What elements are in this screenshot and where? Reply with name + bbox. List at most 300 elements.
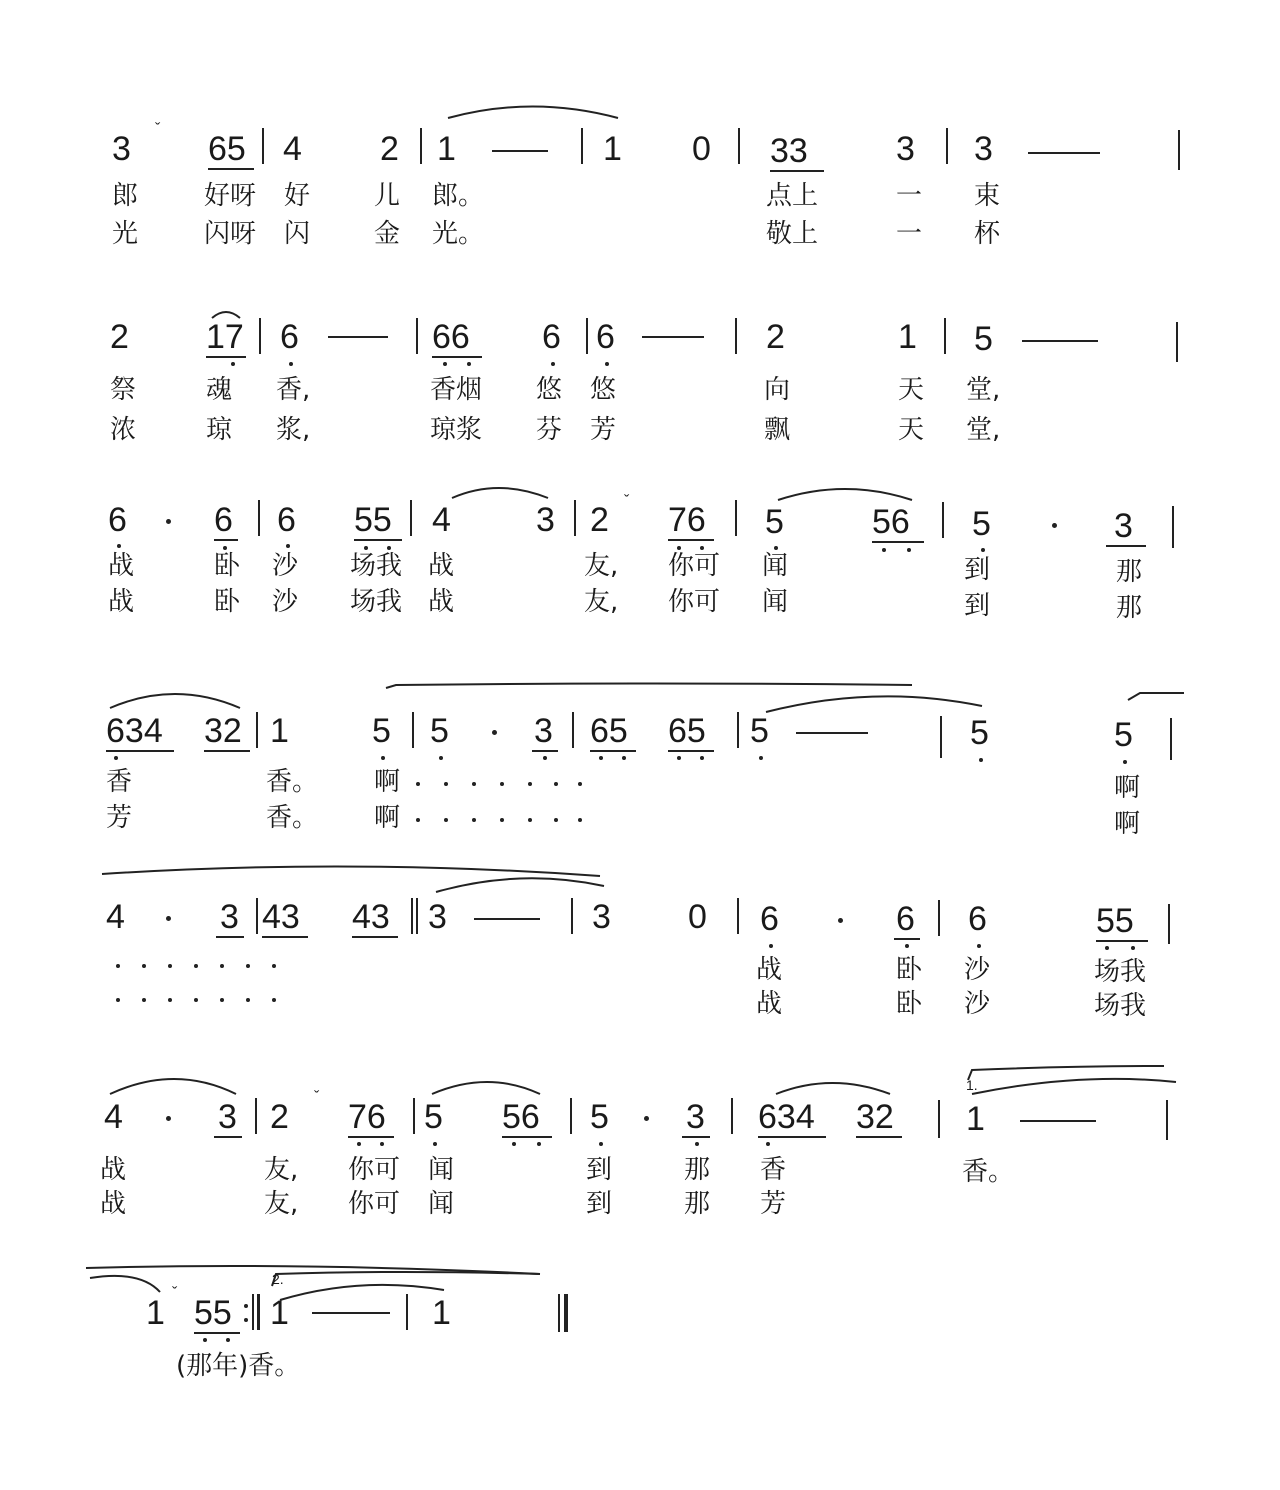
underline xyxy=(1106,545,1146,547)
note: 4 xyxy=(432,501,451,539)
lyric: 香, xyxy=(276,375,311,405)
low-octave-dot xyxy=(1123,760,1127,764)
lyric: 闻 xyxy=(762,587,789,617)
note: 55 xyxy=(194,1294,232,1332)
lyric: 光 xyxy=(112,219,139,249)
low-octave-dot xyxy=(387,546,391,550)
lyric: 友, xyxy=(584,551,619,581)
lyric: 一 xyxy=(896,219,923,249)
lyric: 你可 xyxy=(668,551,721,581)
low-octave-dot xyxy=(537,1142,541,1146)
low-octave-dot xyxy=(695,1142,699,1146)
note: 3 xyxy=(1114,507,1133,545)
lyric: 芳 xyxy=(106,803,133,833)
lyric: 飘 xyxy=(764,415,791,445)
note: 6 xyxy=(596,318,615,356)
note: 6 xyxy=(542,318,561,356)
augmentation-dot xyxy=(166,519,171,524)
lyric: 战 xyxy=(428,587,455,617)
note: 5 xyxy=(765,503,784,541)
barline xyxy=(259,318,261,354)
lyric: 郎 xyxy=(112,181,139,211)
melisma-dot xyxy=(168,964,172,968)
lyric: 祭 xyxy=(110,375,137,405)
melisma-dot xyxy=(472,782,476,786)
low-octave-dot xyxy=(286,544,290,548)
low-octave-dot xyxy=(1105,946,1109,950)
low-octave-dot xyxy=(543,756,547,760)
note: 634 xyxy=(758,1098,815,1136)
note: 3 xyxy=(428,898,447,936)
melisma-dot xyxy=(528,818,532,822)
augmentation-dot xyxy=(838,918,843,923)
melisma-dot xyxy=(578,782,582,786)
low-octave-dot xyxy=(677,546,681,550)
lyric: 啊 xyxy=(1114,773,1141,803)
note: 3 xyxy=(536,501,555,539)
note: 5 xyxy=(424,1098,443,1136)
augmentation-dot xyxy=(166,916,171,921)
lyric: 芳 xyxy=(760,1189,787,1219)
barline xyxy=(586,318,588,354)
underline xyxy=(1096,940,1148,942)
low-octave-dot xyxy=(907,548,911,552)
low-octave-dot xyxy=(700,756,704,760)
underline xyxy=(204,750,250,752)
underline xyxy=(206,356,246,358)
lyric: 战 xyxy=(108,551,135,581)
lyric: 友, xyxy=(584,587,619,617)
low-octave-dot xyxy=(882,548,886,552)
barline xyxy=(255,1098,257,1134)
extension-dash xyxy=(642,336,704,338)
barline xyxy=(410,500,412,536)
low-octave-dot xyxy=(622,756,626,760)
underline xyxy=(872,541,924,543)
melisma-dot xyxy=(472,818,476,822)
note: 3 xyxy=(218,1098,237,1136)
barline xyxy=(574,500,576,536)
lyric: 到 xyxy=(964,555,991,585)
barline xyxy=(738,128,740,164)
melisma-dot xyxy=(500,818,504,822)
low-octave-dot xyxy=(231,362,235,366)
lyric: 你可 xyxy=(348,1189,401,1219)
lyric: 卧 xyxy=(214,551,241,581)
lyric: 到 xyxy=(586,1155,613,1185)
lyric: 闪 xyxy=(284,219,311,249)
note: 6 xyxy=(896,900,915,938)
lyric: 堂, xyxy=(966,415,1001,445)
note: 66 xyxy=(432,318,470,356)
lyric: 浓 xyxy=(110,415,137,445)
low-octave-dot xyxy=(769,944,773,948)
underline xyxy=(208,168,254,170)
lyric: 芬 xyxy=(536,415,563,445)
lyric: 卧 xyxy=(214,587,241,617)
low-octave-dot xyxy=(433,1142,437,1146)
melisma-dot xyxy=(272,964,276,968)
note: 3 xyxy=(534,712,553,750)
note: 6 xyxy=(968,900,987,938)
note: 1 xyxy=(437,130,456,168)
melisma-dot xyxy=(116,998,120,1002)
barline xyxy=(413,1098,415,1134)
breath-mark: ˇ xyxy=(314,1089,320,1106)
repeat-dot xyxy=(244,1304,248,1308)
note: 33 xyxy=(770,132,808,170)
barline xyxy=(735,318,737,354)
lyric: 你可 xyxy=(668,587,721,617)
barline xyxy=(737,712,739,748)
barline xyxy=(412,712,414,748)
underline xyxy=(106,750,174,752)
barline xyxy=(416,318,418,354)
underline xyxy=(348,1136,394,1138)
lyric: 金 xyxy=(374,219,401,249)
lyric: 沙 xyxy=(272,551,299,581)
low-octave-dot xyxy=(443,362,447,366)
note: 5 xyxy=(590,1098,609,1136)
note: 1 xyxy=(898,318,917,356)
extension-dash xyxy=(312,1312,390,1314)
note: 56 xyxy=(872,503,910,541)
lyric: 到 xyxy=(586,1189,613,1219)
lyric: 好 xyxy=(284,181,311,211)
breath-mark: ˇ xyxy=(172,1285,178,1302)
note: 3 xyxy=(686,1098,705,1136)
underline xyxy=(214,1136,242,1138)
underline xyxy=(856,1136,902,1138)
low-octave-dot xyxy=(551,362,555,366)
underline xyxy=(262,936,308,938)
note: 3 xyxy=(112,130,131,168)
lyric: 香 xyxy=(760,1155,787,1185)
lyric: 束 xyxy=(974,181,1001,211)
low-octave-dot xyxy=(439,756,443,760)
barline xyxy=(1170,718,1172,760)
melisma-dot xyxy=(220,964,224,968)
melisma-dot xyxy=(116,964,120,968)
low-octave-dot xyxy=(357,1142,361,1146)
barline xyxy=(731,1098,733,1134)
note: 5 xyxy=(974,320,993,358)
barline xyxy=(946,128,948,164)
note: 4 xyxy=(106,898,125,936)
barline xyxy=(737,898,739,934)
extension-dash xyxy=(1020,1120,1096,1122)
extension-dash xyxy=(796,732,868,734)
lyric: 啊 xyxy=(374,803,401,833)
lyric: 那 xyxy=(1116,557,1143,587)
note: 6 xyxy=(277,501,296,539)
lyric: 杯 xyxy=(974,219,1001,249)
extension-dash xyxy=(474,918,540,920)
note: 0 xyxy=(692,130,711,168)
low-octave-dot xyxy=(226,1338,230,1342)
lyric: 天 xyxy=(898,415,925,445)
final-barline xyxy=(558,1294,560,1332)
lyric: 啊 xyxy=(1114,809,1141,839)
note: 6 xyxy=(108,501,127,539)
barline xyxy=(1176,322,1178,362)
barline xyxy=(571,898,573,934)
note: 17 xyxy=(206,318,244,356)
note: 634 xyxy=(106,712,163,750)
lyric: 卧 xyxy=(896,989,923,1019)
lyric: 闻 xyxy=(428,1155,455,1185)
note: 2 xyxy=(766,318,785,356)
barline xyxy=(406,1294,408,1330)
low-octave-dot xyxy=(700,546,704,550)
melisma-dot xyxy=(220,998,224,1002)
note: 76 xyxy=(348,1098,386,1136)
lyric: 敬上 xyxy=(766,219,819,249)
underline xyxy=(352,936,398,938)
lyric: 香。 xyxy=(266,803,319,833)
barline xyxy=(570,1098,572,1134)
melisma-dot xyxy=(500,782,504,786)
lyric: 友, xyxy=(264,1189,299,1219)
underline xyxy=(432,356,482,358)
low-octave-dot xyxy=(364,546,368,550)
breath-mark: ˇ xyxy=(155,121,161,138)
melisma-dot xyxy=(194,998,198,1002)
melisma-dot xyxy=(554,818,558,822)
breath-mark: ˇ xyxy=(624,493,630,510)
low-octave-dot xyxy=(114,756,118,760)
lyric: (那年)香。 xyxy=(176,1351,301,1381)
underline xyxy=(216,936,244,938)
lyric: 战 xyxy=(756,955,783,985)
low-octave-dot xyxy=(766,1142,770,1146)
augmentation-dot xyxy=(166,1116,171,1121)
low-octave-dot xyxy=(677,756,681,760)
note: 43 xyxy=(352,898,390,936)
note: 5 xyxy=(430,712,449,750)
note: 3 xyxy=(592,898,611,936)
barline xyxy=(256,712,258,748)
note: 1 xyxy=(432,1294,451,1332)
note: 76 xyxy=(668,501,706,539)
lyric: 那 xyxy=(684,1155,711,1185)
underline xyxy=(532,750,558,752)
barline xyxy=(944,318,946,354)
low-octave-dot xyxy=(381,756,385,760)
low-octave-dot xyxy=(599,1142,603,1146)
lyric: 天 xyxy=(898,375,925,405)
barline xyxy=(262,128,264,164)
low-octave-dot xyxy=(599,756,603,760)
lyric: 战 xyxy=(100,1189,127,1219)
note: 65 xyxy=(668,712,706,750)
note: 65 xyxy=(590,712,628,750)
note: 4 xyxy=(283,130,302,168)
lyric: 沙 xyxy=(964,955,991,985)
lyric: 儿 xyxy=(374,181,401,211)
low-octave-dot xyxy=(605,362,609,366)
note: 1 xyxy=(603,130,622,168)
lyric: 到 xyxy=(964,591,991,621)
melisma-dot xyxy=(272,998,276,1002)
melisma-dot xyxy=(168,998,172,1002)
lyric: 沙 xyxy=(272,587,299,617)
lyric: 芳 xyxy=(590,415,617,445)
lyric: 战 xyxy=(100,1155,127,1185)
underline xyxy=(354,539,402,541)
note: 5 xyxy=(972,505,991,543)
augmentation-dot xyxy=(1052,523,1057,528)
lyric: 场我 xyxy=(1094,991,1147,1021)
barline xyxy=(416,898,418,934)
underline xyxy=(194,1332,240,1334)
volta-number: 2. xyxy=(272,1271,284,1287)
lyric: 战 xyxy=(756,989,783,1019)
note: 4 xyxy=(104,1098,123,1136)
low-octave-dot xyxy=(977,944,981,948)
lyric: 香。 xyxy=(962,1157,1015,1187)
lyric: 悠 xyxy=(590,375,617,405)
extension-dash xyxy=(328,336,388,338)
lyric: 向 xyxy=(764,375,791,405)
low-octave-dot xyxy=(979,758,983,762)
melisma-dot xyxy=(142,998,146,1002)
note: 2 xyxy=(270,1098,289,1136)
barline xyxy=(1178,130,1180,170)
lyric: 那 xyxy=(1116,593,1143,623)
volta-number: 1. xyxy=(966,1077,978,1093)
underline xyxy=(682,1136,710,1138)
note: 6 xyxy=(214,501,233,539)
lyric: 闻 xyxy=(762,551,789,581)
note: 1 xyxy=(270,712,289,750)
repeat-barline xyxy=(252,1294,254,1330)
lyric: 场我 xyxy=(1094,957,1147,987)
underline xyxy=(668,750,714,752)
extension-dash xyxy=(1022,340,1098,342)
repeat-dot xyxy=(244,1318,248,1322)
low-octave-dot xyxy=(223,546,227,550)
barline xyxy=(258,500,260,536)
low-octave-dot xyxy=(1131,946,1135,950)
underline xyxy=(770,170,824,172)
barline xyxy=(572,712,574,748)
low-octave-dot xyxy=(981,548,985,552)
note: 2 xyxy=(110,318,129,356)
augmentation-dot xyxy=(644,1116,649,1121)
note: 65 xyxy=(208,130,246,168)
lyric: 魂 xyxy=(206,375,233,405)
lyric: 友, xyxy=(264,1155,299,1185)
low-octave-dot xyxy=(117,544,121,548)
lyric: 场我 xyxy=(350,587,403,617)
note: 32 xyxy=(856,1098,894,1136)
lyric: 浆, xyxy=(276,415,311,445)
barline xyxy=(1166,1100,1168,1140)
underline xyxy=(590,750,636,752)
lyric: 场我 xyxy=(350,551,403,581)
lyric: 香 xyxy=(106,767,133,797)
note: 1 xyxy=(966,1100,985,1138)
lyric: 香。 xyxy=(266,767,319,797)
note: 2 xyxy=(590,501,609,539)
lyric: 你可 xyxy=(348,1155,401,1185)
lyric: 一 xyxy=(896,181,923,211)
low-octave-dot xyxy=(467,362,471,366)
melisma-dot xyxy=(416,818,420,822)
augmentation-dot xyxy=(492,730,497,735)
note: 1 xyxy=(146,1294,165,1332)
note: 5 xyxy=(1114,716,1133,754)
melisma-dot xyxy=(444,782,448,786)
underline xyxy=(668,539,714,541)
note: 5 xyxy=(372,712,391,750)
lyric: 悠 xyxy=(536,375,563,405)
lyric: 闻 xyxy=(428,1189,455,1219)
note: 0 xyxy=(688,898,707,936)
note: 56 xyxy=(502,1098,540,1136)
low-octave-dot xyxy=(512,1142,516,1146)
lyric: 好呀 xyxy=(204,181,257,211)
low-octave-dot xyxy=(905,944,909,948)
lyric: 啊 xyxy=(374,767,401,797)
barline xyxy=(942,502,944,538)
note: 1 xyxy=(270,1294,289,1332)
note: 6 xyxy=(760,900,779,938)
barline xyxy=(735,500,737,536)
melisma-dot xyxy=(528,782,532,786)
low-octave-dot xyxy=(203,1338,207,1342)
lyric: 战 xyxy=(108,587,135,617)
extension-dash xyxy=(1028,152,1100,154)
note: 5 xyxy=(970,714,989,752)
low-octave-dot xyxy=(759,756,763,760)
lyric: 闪呀 xyxy=(204,219,257,249)
underline xyxy=(502,1136,552,1138)
melisma-dot xyxy=(246,998,250,1002)
barline xyxy=(1172,506,1174,548)
barline xyxy=(581,128,583,164)
note: 3 xyxy=(896,130,915,168)
underline xyxy=(894,938,920,940)
lyric: 堂, xyxy=(966,375,1001,405)
lyric: 战 xyxy=(428,551,455,581)
barline xyxy=(411,898,413,934)
note: 2 xyxy=(380,130,399,168)
low-octave-dot xyxy=(774,546,778,550)
barline xyxy=(1168,904,1170,944)
melisma-dot xyxy=(246,964,250,968)
note: 3 xyxy=(220,898,239,936)
lyric: 光。 xyxy=(432,219,485,249)
melisma-dot xyxy=(554,782,558,786)
barline xyxy=(420,128,422,164)
lyric: 那 xyxy=(684,1189,711,1219)
barline xyxy=(256,898,258,934)
lyric: 琼 xyxy=(206,415,233,445)
melisma-dot xyxy=(578,818,582,822)
lyric: 卧 xyxy=(896,955,923,985)
lyric: 郎。 xyxy=(432,181,485,211)
lyric: 沙 xyxy=(964,989,991,1019)
melisma-dot xyxy=(416,782,420,786)
lyric: 琼浆 xyxy=(430,415,483,445)
note: 55 xyxy=(1096,902,1134,940)
note: 43 xyxy=(262,898,300,936)
extension-dash xyxy=(492,150,548,152)
melisma-dot xyxy=(194,964,198,968)
melisma-dot xyxy=(142,964,146,968)
